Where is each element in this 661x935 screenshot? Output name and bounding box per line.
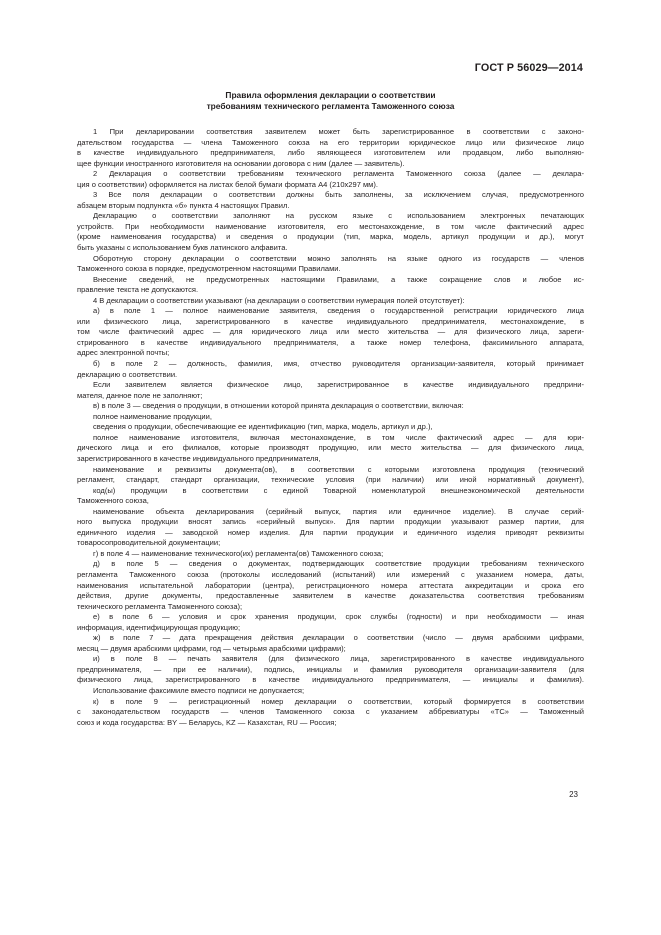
text-line: 3 Все поля декларации о соответствии должны быть заполнены, за исключением случая, предусмотренного	[93, 190, 584, 200]
standard-designation: ГОСТ Р 56029—2014	[474, 62, 583, 74]
text-line: д) в поле 5 — сведения о документах, подтверждающих соответствие продукции требованиям технического	[93, 559, 584, 569]
text-line: б) в поле 2 — должность, фамилия, имя, отчество руководителя организации-заявителя, который принимает	[93, 359, 584, 369]
text-line: наименование объекта декларирования (серийный выпуск, партия или единичное изделие). В случае серий-	[93, 506, 584, 516]
text-line: ция о соответствии) оформляется на листах белой бумаги формата А4 (210х297 мм).	[77, 179, 378, 189]
text-line: устройств. При необходимости наименование изготовителя, его местонахождение, в том числе фактический адрес	[77, 221, 584, 231]
text-line: регламента Таможенного союза (протоколы исследований (испытаний) или измерений с указанием номера, даты,	[77, 569, 584, 579]
text-line: Внесение сведений, не предусмотренных настоящими Правилами, а также сокращение слов и любое ис-	[93, 274, 584, 284]
text-line: быть указаны с использованием букв латинского алфавита.	[77, 243, 288, 253]
text-line: зарегистрированного в качестве индивидуального предпринимателя,	[77, 453, 321, 463]
title-line-2: требованиям технического регламента Таможенного союза	[206, 100, 455, 111]
document-body	[77, 127, 584, 728]
text-line: е) в поле 6 — условия и срок хранения продукции, срок службы (годности) и при необходимости — иная	[93, 612, 584, 622]
text-line: Таможенного союза в порядке, предусмотренном настоящими Правилами.	[77, 264, 341, 274]
text-line: 2 Декларация о соответствии требованиям технического регламента Таможенного союза (далее — деклара-	[93, 169, 584, 179]
text-line: месяц — двумя арабскими цифрами, год — четырьмя арабскими цифрами);	[77, 643, 346, 653]
text-line: стрированного в качестве индивидуального предпринимателя, а также номер телефона, факсимильного аппарата,	[77, 337, 584, 347]
text-line: дического лица и его филиалов, которые производят продукцию, или место жительства — для физического лица,	[77, 443, 584, 453]
text-line: предпринимателя, — при ее наличии), подпись, инициалы и фамилия руководителя организации-заявителя (для	[77, 664, 584, 674]
text-line: (кроме наименования государства) и сведения о продукции (тип, марка, модель, артикул продукции и др.), могут	[77, 232, 584, 242]
title-line-1: Правила оформления декларации о соответствии	[225, 90, 436, 100]
text-line: адрес электронной почты;	[77, 348, 170, 358]
text-line: наименование и реквизиты документа(ов), в соответствии с которыми изготовлена продукция (технический	[93, 464, 584, 474]
text-line: союз и кода государства: BY — Беларусь, KZ — Казахстан, RU — Россия;	[77, 717, 337, 727]
text-line: декларацию о соответствии.	[77, 369, 178, 379]
text-line: дательством государства — члена Таможенного союза на его территории юридическое лицо или физическое лицо	[77, 137, 584, 147]
text-line: технического регламента Таможенного союза);	[77, 601, 243, 611]
text-line: товаросопроводительной документации;	[77, 538, 221, 548]
text-line: физического лица, зарегистрированного в качестве индивидуального предпринимателя, — инициалы и фамилия).	[77, 675, 584, 685]
text-line: правление текста не допускаются.	[77, 285, 199, 295]
text-line: абзацем вторым подпункта «б» пункта 4 настоящих Правил.	[77, 200, 290, 210]
text-line: мателя, данное поле не заполняют;	[77, 390, 203, 400]
page-number: 23	[569, 790, 578, 799]
text-line: Оборотную сторону декларации о соответствии можно заполнять на языке одного из государств — членов	[93, 253, 584, 263]
text-line: а) в поле 1 — полное наименование заявителя, сведения о государственной регистрации юридического лица	[93, 306, 584, 316]
text-line: наименования испытательной лаборатории (центра), регистрационного номера аттестата аккредитации и срока его	[77, 580, 584, 590]
text-line: информация, идентифицирующая продукцию;	[77, 622, 241, 632]
text-line: ного выпуска продукции вносят запись «серийный выпуск». Для партии продукции указывают размер партии, для	[77, 517, 584, 527]
text-line: действия, другие документы, предоставленные заявителем в качестве доказательства соответствия требованиям	[77, 591, 584, 601]
text-line: в качестве индивидуального предпринимателя, либо являющееся изготовителем или продавцом, либо выполняю-	[77, 148, 584, 158]
text-line: Использование факсимиле вместо подписи не допускается;	[93, 685, 305, 695]
text-line: г) в поле 4 — наименование технического(их) регламента(ов) Таможенного союза;	[93, 548, 384, 558]
text-line: и) в поле 8 — печать заявителя (для физического лица, зарегистрированного в качестве индивидуального	[93, 654, 584, 664]
text-line: ж) в поле 7 — дата прекращения действия декларации о соответствии (число — двумя арабскими цифрами,	[93, 633, 584, 643]
page-title	[0, 90, 661, 111]
text-line: регламент, стандарт, стандарт организации, технические условия (при наличии) или иной нормативный документ),	[77, 475, 584, 485]
text-line: единичного изделия — заводской номер изделия. Для партии продукции и единичного изделия приводят реквизиты	[77, 527, 584, 537]
text-line: том числе фактический адрес — для юридического лица или место жительства — для физического лица, зареги-	[77, 327, 584, 337]
text-line: или физического лица, зарегистрированного в качестве индивидуального предпринимателя, местонахождение, в	[77, 316, 584, 326]
text-line: 1 При декларировании соответствия заявителем может быть зарегистрированное в соответствии с законо-	[93, 127, 584, 136]
text-line: с законодательством государств — членов Таможенного союза с указанием аббревиатуры «ТС» — Таможенный	[77, 707, 584, 717]
text-line: щее функции иностранного изготовителя на основании договора с ним (далее — заявитель).	[77, 158, 405, 168]
text-line: Декларацию о соответствии заполняют на русском языке с использованием электронных печатающих	[93, 211, 584, 221]
text-line: код(ы) продукции в соответствии с единой Товарной номенклатурой внешнеэкономической деятельности	[93, 485, 584, 495]
text-line: 4 В декларации о соответствии указывают (на декларации о соответствии нумерация полей отсутствует):	[93, 295, 465, 305]
text-line: Таможенного союза,	[77, 496, 149, 506]
text-line: полное наименование изготовителя, включая местонахождение, в том числе фактический адрес — для юри-	[93, 432, 584, 442]
text-line: Если заявителем является физическое лицо, зарегистрированное в качестве индивидуального предприни-	[93, 380, 584, 390]
text-line: в) в поле 3 — сведения о продукции, в отношении которой принята декларация о соответствии, включая:	[93, 401, 464, 411]
text-line: сведения о продукции, обеспечивающие ее идентификацию (тип, марка, модель, артикул и др.),	[93, 422, 433, 432]
text-line: полное наименование продукции,	[93, 411, 212, 421]
text-line: к) в поле 9 — регистрационный номер декларации о соответствии, который формируется в соответствии	[93, 696, 584, 706]
